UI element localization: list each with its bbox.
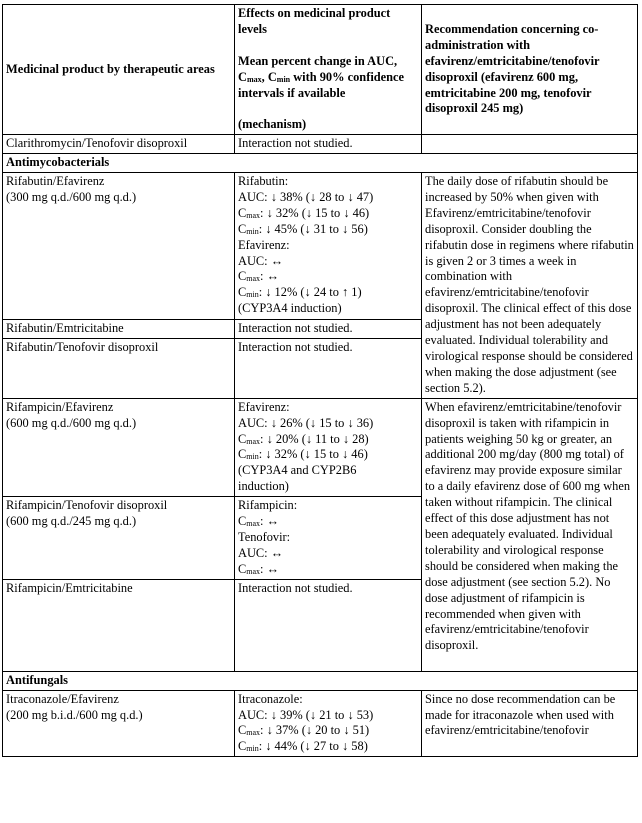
- drug-cell: Rifabutin/Tenofovir disoproxil: [3, 338, 235, 398]
- header-col-effects: Effects on medicinal product levels Mean percent change in AUC, $C_{max}$, $C_{min}$ with 90% confidence intervals if available (mechanism): [235, 5, 422, 135]
- table-row: [3, 173, 638, 320]
- drug-cell: Rifampicin/Emtricitabine: [3, 579, 235, 671]
- interaction-table: [2, 4, 638, 757]
- header-col-recommendation: Recommendation concerning co-administration with efavirenz/emtricitabine/tenofovir disoproxil (efavirenz 600 mg, emtricitabine 200 mg, tenofovir disoproxil 245 mg): [422, 5, 638, 135]
- section-row: [3, 671, 638, 690]
- recommendation-cell: When efavirenz/emtricitabine/tenofovir disoproxil is taken with rifampicin in patients weighing 50 kg or greater, an additional 200 mg/day (800 mg total) of efavirenz may provide exposure similar to a daily efavirenz dose of 600 mg when taken without rifampicin. The clinical effect of this dose adjustment has not been adequately evaluated. Individual tolerability and virological response should be considered when making the dose adjustment (see section 5.2). No dose adjustment of rifampicin is recommended when given with efavirenz/emtricitabine/tenofovir disoproxil.: [422, 398, 638, 671]
- drug-cell: Rifampicin/Tenofovir disoproxil (600 mg q.d./245 mg q.d.): [3, 497, 235, 580]
- table-row: [3, 398, 638, 496]
- section-row: [3, 154, 638, 173]
- effect-cell: Interaction not studied.: [235, 319, 422, 338]
- recommendation-cell: [422, 135, 638, 154]
- drug-cell: Clarithromycin/Tenofovir disoproxil: [3, 135, 235, 154]
- recommendation-cell: The daily dose of rifabutin should be increased by 50% when given with Efavirenz/emtricitabine/tenofovir disoproxil. Consider doubling the rifabutin dose in regimens where rifabutin is given 2 or 3 times a week in combination with efavirenz/emtricitabine/tenofovir disoproxil. The clinical effect of this dose adjustment has not been adequately evaluated. Individual tolerability and virological response should be considered when making the dose adjustment (see section 5.2).: [422, 173, 638, 399]
- effect-cell: Rifampicin: $C_{max}$: ↔ Tenofovir: AUC: ↔ $C_{max}$: ↔: [235, 497, 422, 580]
- header-col-drug: Medicinal product by therapeutic areas: [3, 5, 235, 135]
- effect-cell: Itraconazole: AUC: ↓ 39% (↓ 21 to ↓ 53) $C_{max}$: ↓ 37% (↓ 20 to ↓ 51) $C_{min}$: ↓ 44% (↓ 27 to ↓ 58): [235, 690, 422, 757]
- section-title: Antimycobacterials: [3, 154, 638, 173]
- effect-cell: Efavirenz: AUC: ↓ 26% (↓ 15 to ↓ 36) $C_{max}$: ↓ 20% (↓ 11 to ↓ 28) $C_{min}$: ↓ 32% (↓ 15 to ↓ 46) (CYP3A4 and CYP2B6 induction): [235, 398, 422, 496]
- drug-cell: Itraconazole/Efavirenz (200 mg b.i.d./600 mg q.d.): [3, 690, 235, 757]
- section-title: Antifungals: [3, 671, 638, 690]
- table-row: [3, 690, 638, 757]
- drug-cell: Rifabutin/Efavirenz (300 mg q.d./600 mg q.d.): [3, 173, 235, 320]
- effect-cell: Interaction not studied.: [235, 338, 422, 398]
- table-row: [3, 135, 638, 154]
- effect-cell: Interaction not studied.: [235, 135, 422, 154]
- drug-cell: Rifabutin/Emtricitabine: [3, 319, 235, 338]
- recommendation-cell: Since no dose recommendation can be made for itraconazole when used with efavirenz/emtricitabine/tenofovir: [422, 690, 638, 757]
- drug-cell: Rifampicin/Efavirenz (600 mg q.d./600 mg q.d.): [3, 398, 235, 496]
- effect-cell: Rifabutin: AUC: ↓ 38% (↓ 28 to ↓ 47) $C_{max}$: ↓ 32% (↓ 15 to ↓ 46) $C_{min}$: ↓ 45% (↓ 31 to ↓ 56) Efavirenz: AUC: ↔ $C_{max}$: ↔ $C_{min}$: ↓ 12% (↓ 24 to ↑ 1) (CYP3A4 induction): [235, 173, 422, 320]
- header-row: [3, 5, 638, 135]
- effect-cell: Interaction not studied.: [235, 579, 422, 671]
